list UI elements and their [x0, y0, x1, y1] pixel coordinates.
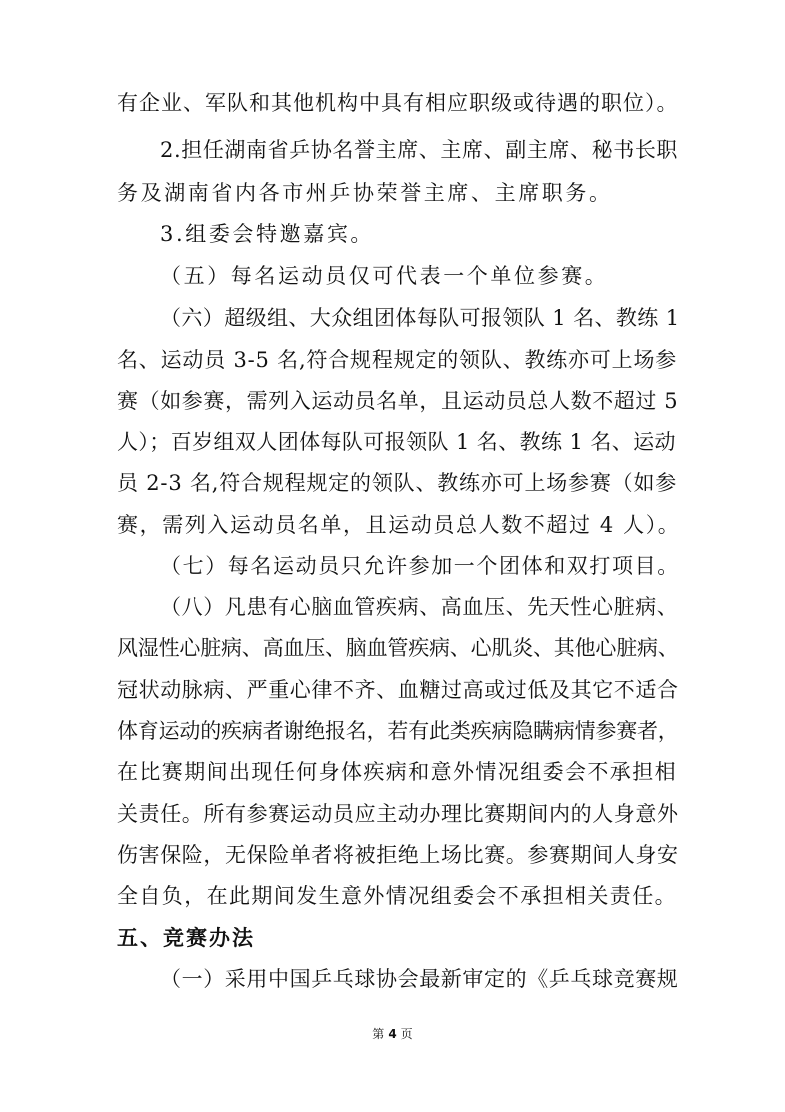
body-line: 务及湖南省内各市州乒协荣誉主席、主席职务。	[117, 181, 613, 205]
body-line: 关责任。所有参赛运动员应主动办理比赛期间内的人身意外	[117, 802, 679, 826]
body-line: 冠状动脉病、严重心律不齐、血糖过高或过低及其它不适合	[117, 678, 679, 702]
body-line: 有企业、军队和其他机构中具有相应职级或待遇的职位）。	[117, 91, 679, 115]
body-line: （一）采用中国乒乓球协会最新审定的《乒乓球竞赛规	[160, 967, 679, 991]
body-line: 全自负，在此期间发生意外情况组委会不承担相关责任。	[117, 884, 677, 908]
body-line: 2.担任湖南省乒协名誉主席、主席、副主席、秘书长职	[160, 138, 679, 162]
page-suffix: 页	[400, 1027, 413, 1041]
body-line: 在比赛期间出现任何身体疾病和意外情况组委会不承担相	[117, 760, 677, 784]
body-line: 伤害保险，无保险单者将被拒绝上场比赛。参赛期间人身安	[117, 843, 679, 867]
body-line: 员 2-3 名,符合规程规定的领队、教练亦可上场参赛（如参	[117, 471, 678, 495]
body-line: （五）每名运动员仅可代表一个单位参赛。	[160, 264, 609, 288]
section-heading: 五、竞赛办法	[117, 926, 255, 950]
body-line: 风湿性心脏病、高血压、脑血管疾病、心肌炎、其他心脏病、	[117, 636, 679, 660]
page-number: 4	[388, 1027, 397, 1041]
body-line: 人）；百岁组双人团体每队可报领队 1 名、教练 1 名、运动	[117, 430, 676, 454]
body-line: 体育运动的疾病者谢绝报名，若有此类疾病隐瞒病情参赛者，	[117, 719, 679, 743]
body-line: 3.组委会特邀嘉宾。	[160, 222, 375, 246]
body-line: （八）凡患有心脑血管疾病、高血压、先天性心脏病、	[160, 595, 679, 619]
page-footer	[0, 1026, 785, 1042]
body-line: 赛，需列入运动员名单，且运动员总人数不超过 4 人）。	[117, 513, 681, 537]
body-line: （七）每名运动员只允许参加一个团体和双打项目。	[160, 554, 680, 578]
body-line: （六）超级组、大众组团体每队可报领队 1 名、教练 1	[160, 306, 680, 330]
body-line: 赛（如参赛，需列入运动员名单，且运动员总人数不超过 5	[117, 389, 679, 413]
page-prefix: 第	[372, 1027, 385, 1041]
body-line: 名、运动员 3-5 名,符合规程规定的领队、教练亦可上场参	[117, 348, 678, 372]
